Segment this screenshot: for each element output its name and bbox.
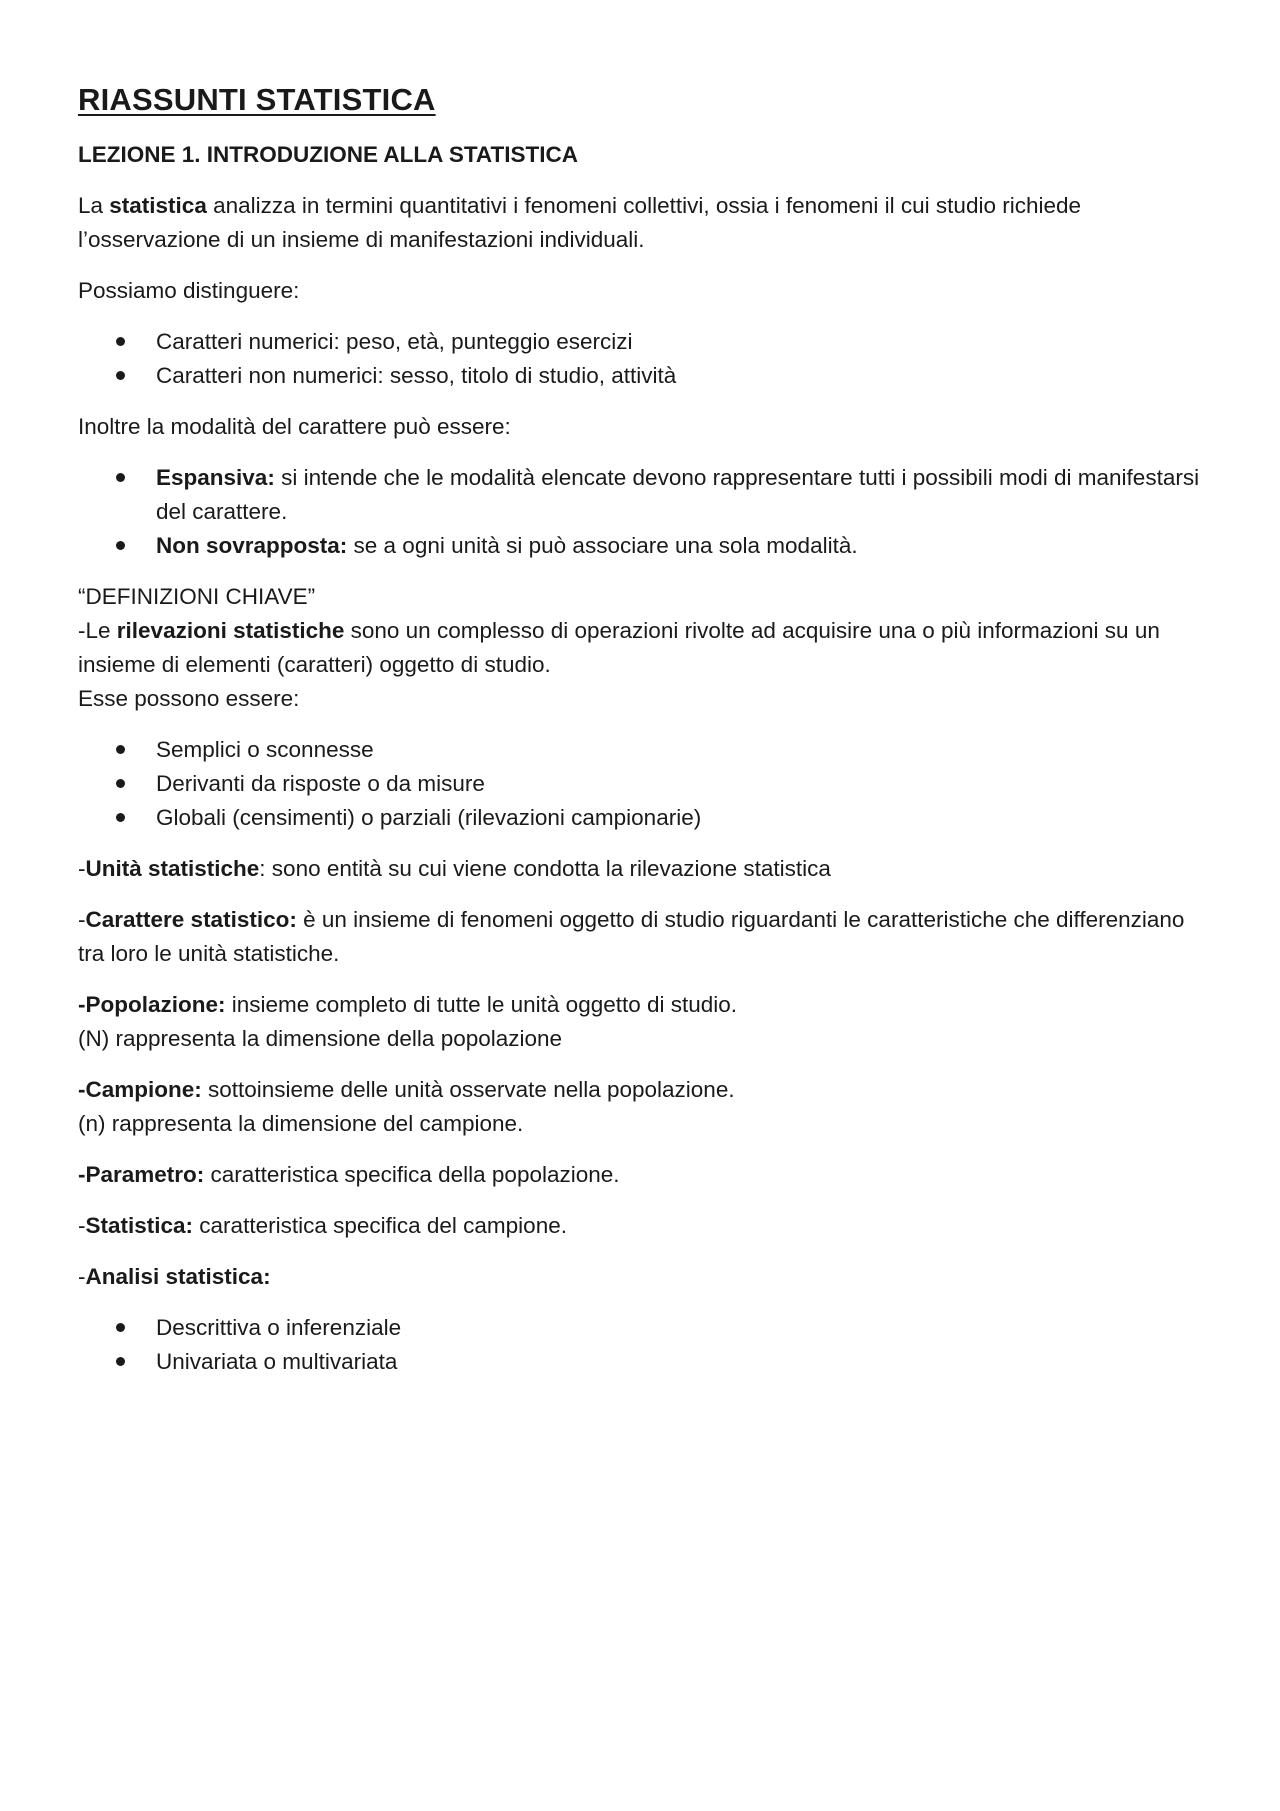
definition-popolazione: -Popolazione: insieme completo di tutte le unità oggetto di studio. (N) rappresenta la dimensione della popolazione [78, 992, 738, 1051]
char-types-list [78, 325, 1208, 393]
definition-carattere: -Carattere statistico: è un insieme di fenomeni oggetto di studio riguardanti le caratteristiche che differenziano tra loro le unità statistiche. [78, 907, 1185, 966]
list-item: Descrittiva o inferenziale [78, 1311, 1208, 1345]
intro-paragraph: La statistica analizza in termini quantitativi i fenomeni collettivi, ossia i fenomeni il cui studio richiede l’osservazione di un insieme di manifestazioni individuali. [78, 193, 1082, 252]
definition-parametro: -Parametro: caratteristica specifica della popolazione. [78, 1162, 620, 1187]
list-item: Globali (censimenti) o parziali (rilevazioni campionarie) [78, 801, 1208, 835]
modalities-list [78, 461, 1208, 563]
list-item: Derivanti da risposte o da misure [78, 767, 1208, 801]
rilevazioni-types-list [78, 733, 1208, 835]
rilevazioni-paragraph: -Le rilevazioni statistiche sono un complesso di operazioni rivolte ad acquisire una o più informazioni su un insieme di elementi (caratteri) oggetto di studio. [78, 618, 1160, 677]
document-page [78, 80, 1208, 1396]
list-item: Caratteri non numerici: sesso, titolo di studio, attività [78, 359, 1208, 393]
modality-label: Inoltre la modalità del carattere può essere: [78, 414, 511, 439]
key-defs-label: “DEFINIZIONI CHIAVE” [78, 584, 316, 609]
definition-unita: -Unità statistiche: sono entità su cui viene condotta la rilevazione statistica [78, 856, 831, 881]
analisi-types-list [78, 1311, 1208, 1379]
intro-bold-term: statistica [109, 193, 207, 218]
list-item: Espansiva: si intende che le modalità elencate devono rappresentare tutti i possibili modi di manifestarsi del carattere. [78, 461, 1208, 529]
lesson-heading: LEZIONE 1. INTRODUZIONE ALLA STATISTICA [78, 142, 578, 167]
definition-campione: -Campione: sottoinsieme delle unità osservate nella popolazione. (n) rappresenta la dimensione del campione. [78, 1077, 735, 1136]
document-title: RIASSUNTI STATISTICA [78, 82, 436, 117]
list-item: Semplici o sconnesse [78, 733, 1208, 767]
distinguish-label: Possiamo distinguere: [78, 278, 300, 303]
list-item: Univariata o multivariata [78, 1345, 1208, 1379]
list-item: Non sovrapposta: se a ogni unità si può associare una sola modalità. [78, 529, 1208, 563]
definition-analisi: -Analisi statistica: [78, 1264, 271, 1289]
list-item: Caratteri numerici: peso, età, punteggio esercizi [78, 325, 1208, 359]
rilevazioni-follow: Esse possono essere: [78, 686, 300, 711]
definition-statistica: -Statistica: caratteristica specifica del campione. [78, 1213, 567, 1238]
